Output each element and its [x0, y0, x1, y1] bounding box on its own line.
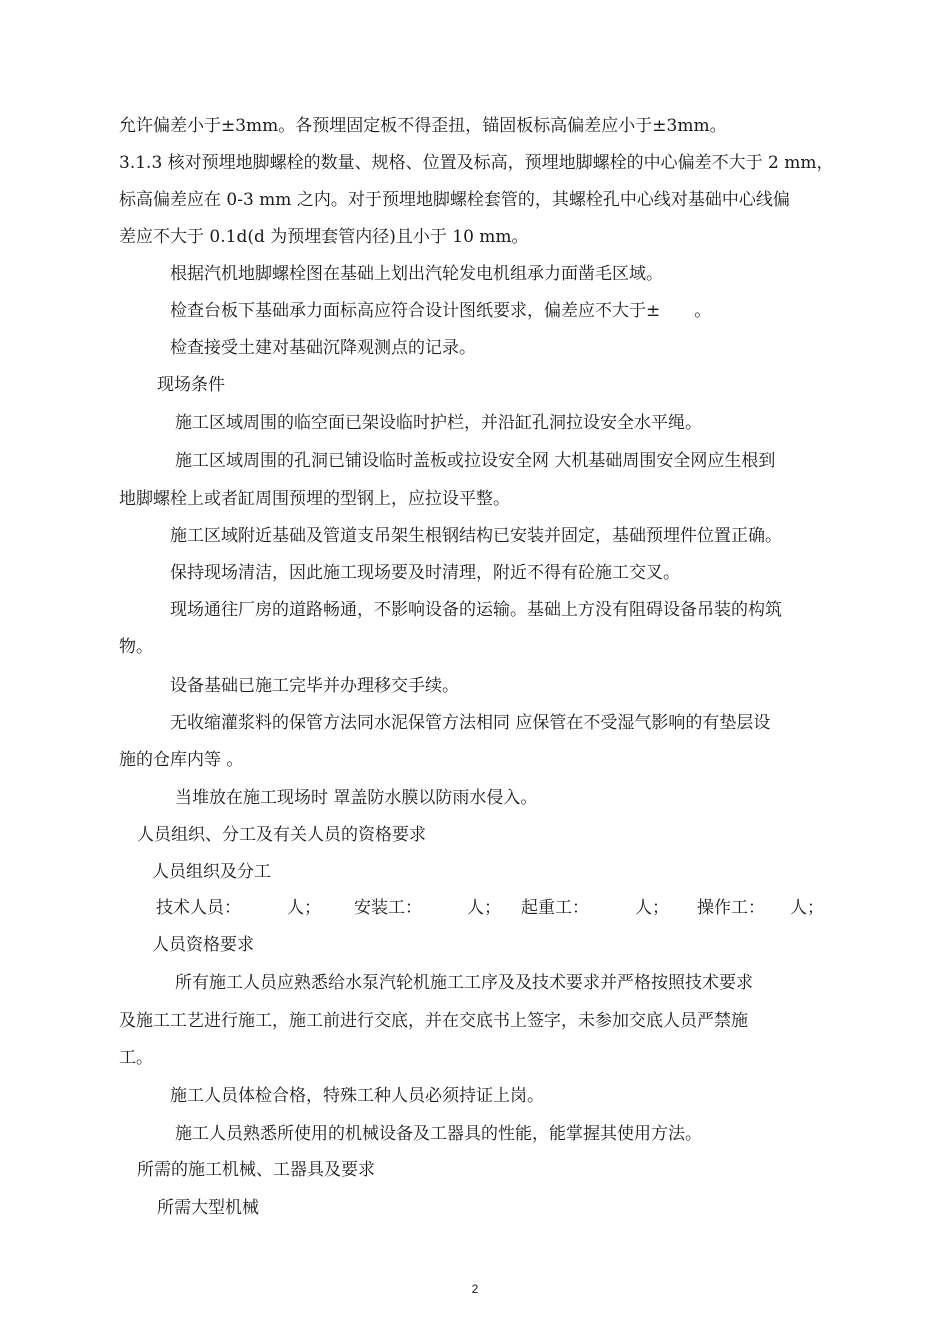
- text-line: 施的仓库内等 。: [119, 750, 244, 770]
- text-line: 检查接受土建对基础沉降观测点的记录。: [170, 338, 476, 358]
- subsection-heading: 所需大型机械: [157, 1198, 259, 1218]
- staff-lift-unit: 人；: [635, 898, 669, 918]
- staff-allocation-row: [156, 896, 836, 920]
- staff-install-unit: 人；: [467, 898, 501, 918]
- text-line: 及施工工艺进行施工，施工前进行交底，并在交底书上签字，未参加交底人员严禁施: [119, 1011, 748, 1031]
- section-heading: 现场条件: [157, 375, 225, 395]
- text-line: 地脚螺栓上或者缸周围预埋的型钢上，应拉设平整。: [119, 489, 510, 509]
- text-line: 施工人员熟悉所使用的机械设备及工器具的性能，能掌握其使用方法。: [175, 1124, 702, 1144]
- text-line: 现场通往厂房的道路畅通，不影响设备的运输。基础上方没有阻碍设备吊装的构筑: [170, 600, 782, 620]
- page-number: 2: [471, 1282, 479, 1296]
- text-line: 3.1.3 核对预埋地脚螺栓的数量、规格、位置及标高，预埋地脚螺栓的中心偏差不大于 2 mm，: [119, 153, 834, 173]
- text-line: 根据汽机地脚螺栓图在基础上划出汽轮发电机组承力面凿毛区域。: [170, 264, 663, 284]
- text-line: 施工区域周围的孔洞已铺设临时盖板或拉设安全网 大机基础周围安全网应生根到: [175, 451, 776, 471]
- text-line: 施工人员体检合格，特殊工种人员必须持证上岗。: [170, 1086, 544, 1106]
- text-line: 标高偏差应在 0-3 mm 之内。对于预埋地脚螺栓套管的，其螺栓孔中心线对基础中心线偏: [119, 190, 790, 210]
- text-line: 施工区域周围的临空面已架设临时护栏，并沿缸孔洞拉设安全水平绳。: [175, 413, 702, 433]
- subsection-heading: 人员组织及分工: [152, 862, 271, 882]
- text-line: 无收缩灌浆料的保管方法同水泥保管方法相同 应保管在不受湿气影响的有垫层设: [170, 713, 771, 733]
- text-line: 检查台板下基础承力面标高应符合设计图纸要求，偏差应不大于± 。: [170, 301, 712, 321]
- text-line: 保持现场清洁，因此施工现场要及时清理，附近不得有砼施工交叉。: [170, 563, 680, 583]
- section-heading: 所需的施工机械、工器具及要求: [137, 1160, 375, 1180]
- text-line: 当堆放在施工现场时 罩盖防水膜以防雨水侵入。: [175, 788, 538, 808]
- text-line: 允许偏差小于±3mm。各预埋固定板不得歪扭，锚固板标高偏差应小于±3mm。: [119, 116, 727, 136]
- staff-tech-label: 技术人员：: [156, 898, 241, 918]
- text-line: 物。: [119, 637, 153, 657]
- text-line: 设备基础已施工完毕并办理移交手续。: [170, 676, 459, 696]
- subsection-heading: 人员资格要求: [152, 935, 254, 955]
- text-line: 工。: [119, 1048, 153, 1068]
- section-heading: 人员组织、分工及有关人员的资格要求: [137, 825, 426, 845]
- staff-tech-unit: 人；: [287, 898, 321, 918]
- text-line: 差应不大于 0.1d(d 为预埋套管内径)且小于 10 mm。: [119, 227, 529, 247]
- text-line: 所有施工人员应熟悉给水泵汽轮机施工工序及及技术要求并严格按照技术要求: [175, 973, 753, 993]
- text-line: 施工区域附近基础及管道支吊架生根钢结构已安装并固定，基础预埋件位置正确。: [170, 526, 782, 546]
- staff-operator-label: 操作工：: [697, 898, 765, 918]
- staff-lift-label: 起重工：: [521, 898, 589, 918]
- staff-install-label: 安装工：: [354, 898, 422, 918]
- staff-operator-unit: 人；: [790, 898, 824, 918]
